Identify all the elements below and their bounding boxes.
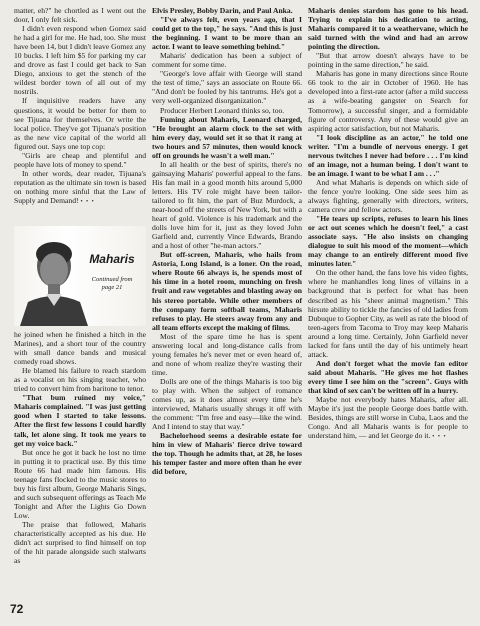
- paragraph: And don't forget what the movie fan editor said about Maharis. "He gives me hot flashes every time I see him on the "screen". Guys with that kind of sex can't be written off in a hurry.: [308, 358, 468, 395]
- paragraph: Fuming about Maharis, Leonard charged, "He brought an alarm clock to the set with him every day, would set it so that it rang at two hours and 57 minutes, then would knock off on grounds he wasn't a well man.": [152, 114, 302, 160]
- paragraph: "I look discipline as an actor," he told one writer. "I'm a bundle of nervous energy. I get nervous twitches I never had before . . . I'm kind of an image, not a human being. I don't want to be an image. I want to be what I am . . .": [308, 132, 468, 178]
- column-1-top: [14, 6, 146, 207]
- paragraph: "He tears up scripts, refuses to learn his lines or act out scenes which he doesn't feel," a cast associate says. "He also insists on changing dialogue to suit his mood of the moment—which may change to an entirely different mood five minutes later.": [308, 214, 468, 269]
- paragraph: If inquisitive readers have any questions, it would be better for them to see Tijuana for themselves. Or write the local police. They've got Tijuana's position as the new vice capital of the world all figured out. Says one top cop:: [14, 96, 146, 151]
- continued-label: Continued from: [91, 276, 133, 283]
- paragraph: Producer Herbert Leonard thinks so, too.: [160, 105, 285, 115]
- paragraph: "But that arrow doesn't always have to be pointing in the same direction," he said.: [308, 51, 468, 70]
- paragraph: Elvis Presley, Bobby Darin, and Paul Anka.: [152, 6, 293, 15]
- paragraph: "That bum ruined my voice," Maharis complained. "I was just getting good when I started to take lessons. After the first few lessons I could hardly talk, let alone sing. It took me years to get my voice back.": [14, 393, 146, 448]
- paragraph: But once he got it back he lost no time in putting it to practical use. By this time Route 66 had made him famous. His teenage fans flocked to the music stores to buy his first album, George Maharis Sings, and such subsequent offerings as Teach Me Tonight and After the Lights Go Down Low.: [14, 447, 146, 520]
- column-2: [152, 6, 302, 476]
- continued-name: Maharis: [89, 252, 135, 266]
- continued-page: page 21: [101, 284, 123, 291]
- paragraph: And what Maharis is depends on which side of the fence you're looking. One side sees him as always fighting, generally with directors, writers, camera crew and fellow actors.: [308, 177, 468, 215]
- column-3: [308, 6, 468, 442]
- paragraph: Maybe not everybody hates Maharis, after all. Maybe it's just the people George does battle with. Besides, things are still worse in Cuba, Laos and the Congo. And all Maharis wants is for people to understand him, — and let George do it. • • •: [308, 395, 468, 441]
- paragraph: "George's love affair with George will stand the test of time," says an associate on Route 66. "And don't be fooled by his tantrums. He's got a very well-organized disorganization.": [152, 69, 302, 106]
- paragraph: Maharis denies stardom has gone to his head. Trying to explain his dedication to acting, Maharis compared it to a weathervane, which he said turned with the wind and had an arrow pointing the direction.: [308, 6, 468, 52]
- end-mark: • • •: [80, 198, 95, 205]
- page-number: 72: [10, 602, 24, 616]
- paragraph: But off-screen, Maharis, who hails from Astoria, Long Island, is a loner. On the road, where Route 66 always is, he spends most of his time in a hotel room, munching on fresh fruit and raw vegetables and blasting away on his stereo portable. While other members of the company form softball teams, Maharis refuses to play. He steers away from any and all team efforts except the making of films.: [152, 250, 302, 332]
- end-mark: • • •: [432, 434, 447, 441]
- paragraph: In other words, dear reader, Tijuana's reputation as the ultimate sin town is based on nothing more sinful that the Law of Supply and Demand! • • •: [14, 168, 146, 205]
- paragraph: Maharis has gone in many directions since Route 66 took to the air in October of 1960. He has developed into a first-rate actor (after a mild success as a wife-beating gangster on Search for Tomorrow), a successful singer, and a formidable figure of controversy. Any of these would give an aspiring actor satisfaction, but not Maharis.: [308, 69, 468, 133]
- paragraph: I didn't even respond when Gomez said he had a girl for me. He had, too. She must have been 14, but I didn't leave Gomez any 10 bucks. I left him $5 for parking my car and drove as fast I could get back to San Diego, anxious to get the stench of the wildest border town of all out of my nostrils.: [14, 24, 146, 97]
- paragraph: he joined when he finished a hitch in the Marines), and a short tour of the country with small dance bands and musical comedy road shows.: [14, 330, 146, 367]
- paragraph: Dolls are one of the things Maharis is too big to play with. When the subject of romance comes up, as it does almost every time he's interviewed, Maharis usually shrugs it off with the comment: "I'm free and easy—like the wind. And I intend to stay that way.": [152, 376, 302, 432]
- paragraph: Bachelorhood seems a desirable estate for him in view of Maharis' fierce drive toward the top. Though he admits that, at 28, he loses his temper faster and more often than he ever did before,: [152, 431, 302, 477]
- paragraph: "I've always felt, even years ago, that I could get to the top," he says. "And this is just the beginning. I want to be more than an actor. I want to leave something behind.": [152, 15, 302, 52]
- paragraph: matter, eh?" he chortled as I went out the door, I only felt sick.: [14, 6, 146, 25]
- paragraph: The praise that followed, Maharis characteristically accepted as his due. He didn't act surprised to find himself on top of the hit parade alongside such stalwarts as: [14, 519, 146, 566]
- paragraph: He blamed his failure to reach stardom as a vocalist on his singing teacher, who tried to convert him from baritone to tenor.: [14, 366, 146, 394]
- paragraph: In all health or the best of spirits, there's no gainsaying Maharis' powerful appeal to the fans. His fan mail in a good month hits around 5,000 letters. His TV role might have been tailor-tailored to fit him, the part of Buz Murdock, a near-hood off the streets of New York, but with a heart of gold. Violence is his trademark and the dolls love him for it, just as they loved John Garfield and, currently Vince Edwards, Brando and a host of other "he-man actors.": [152, 159, 302, 251]
- paragraph: "Girls are cheap and plentiful and people have lots of money to spend.": [14, 150, 146, 169]
- continued-box: [80, 252, 144, 292]
- paragraph: Maharis' dedication has been a subject of comment for some time.: [152, 51, 302, 70]
- column-1-bottom: [14, 330, 146, 565]
- paragraph: Most of the spare time he has is spent answering local and long-distance calls from young females he's never met or even heard of, and none of whom realize they're wasting their time.: [152, 331, 302, 377]
- paragraph: On the other hand, the fans love his video fights, where he manhandles long lines of villains in a background that is perfect for what has been described as his "sheer animal magnetism." This hirsute ability to tickle the fancies of old ladies from Dubuque to Gopher City, as well as rate the blood of teen-agers from Tacoma to Troy may keep Maharis around a long time. Certainly, John Garfield never lacked for fans until the day of his untimely heart attack.: [308, 268, 468, 359]
